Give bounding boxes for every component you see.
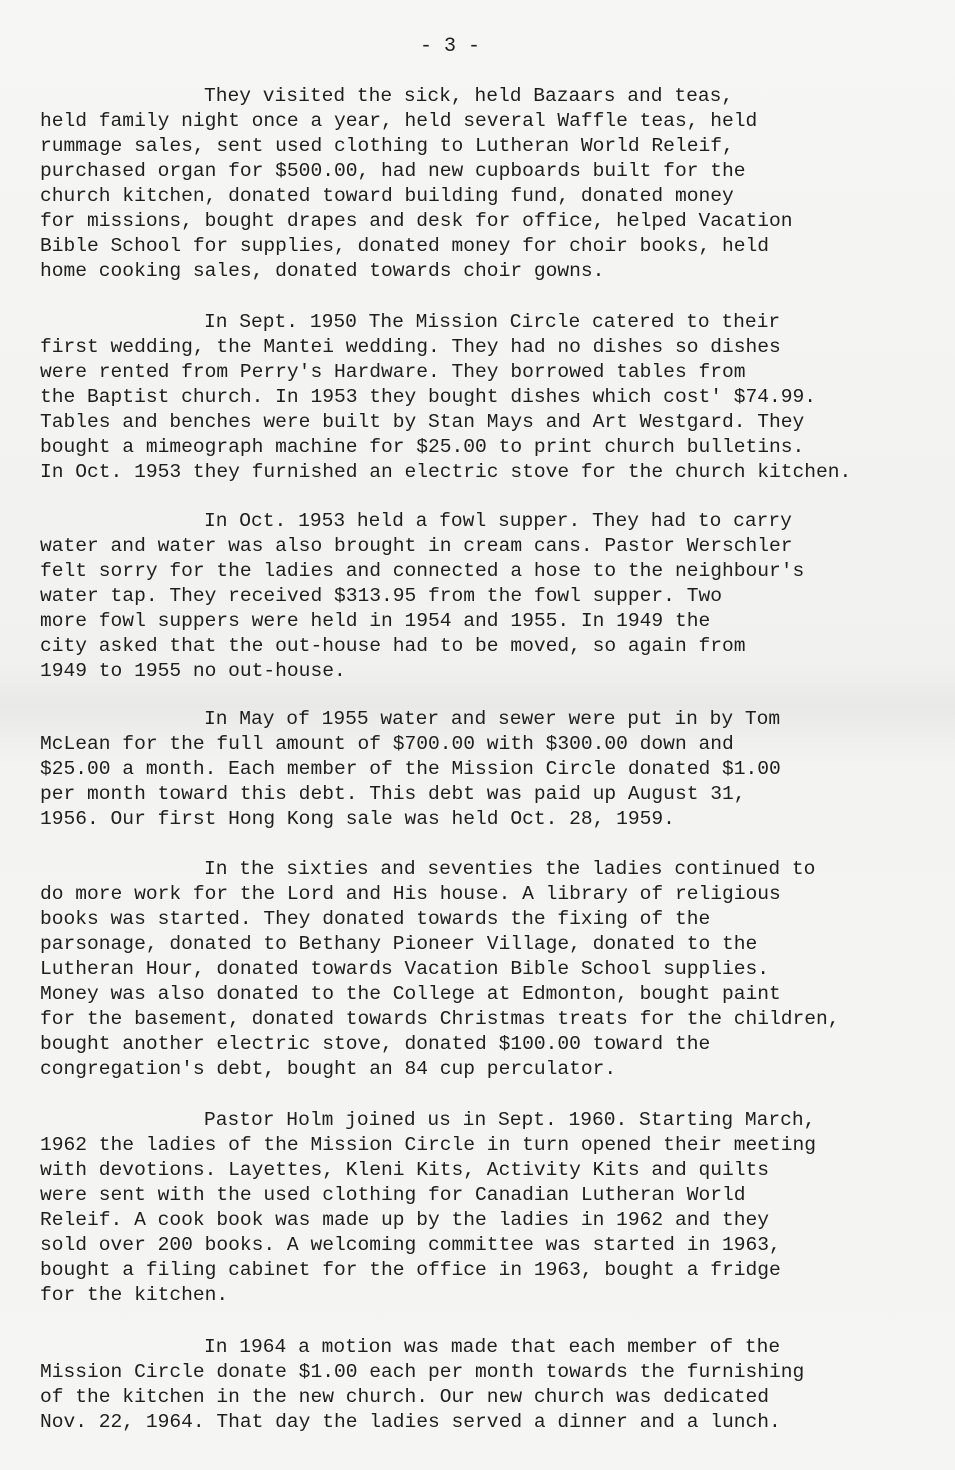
text-line: Pastor Holm joined us in Sept. 1960. Starting March,: [204, 1109, 816, 1131]
text-line: parsonage, donated to Bethany Pioneer Village, donated to the: [40, 933, 758, 955]
text-line: first wedding, the Mantei wedding. They had no dishes so dishes: [40, 336, 781, 358]
text-line: Money was also donated to the College at Edmonton, bought paint: [40, 983, 781, 1005]
paragraph-activities: [40, 84, 940, 284]
text-line: 1962 the ladies of the Mission Circle in turn opened their meeting: [40, 1134, 817, 1156]
text-line: for the kitchen.: [40, 1284, 229, 1306]
text-line: water tap. They received $313.95 from the fowl supper. Two: [40, 585, 722, 607]
text-line: In Sept. 1950 The Mission Circle catered to their: [204, 311, 781, 333]
text-line: with devotions. Layettes, Kleni Kits, Activity Kits and quilts: [40, 1159, 770, 1181]
text-line: of the kitchen in the new church. Our new church was dedicated: [40, 1386, 770, 1408]
text-line: In May of 1955 water and sewer were put in by Tom: [204, 708, 781, 730]
text-line: city asked that the out-house had to be moved, so again from: [40, 635, 746, 657]
text-line: bought another electric stove, donated $100.00 toward the: [40, 1033, 711, 1055]
text-line: books was started. They donated towards the fixing of the: [40, 908, 711, 930]
text-line: In 1964 a motion was made that each member of the: [204, 1336, 781, 1358]
text-line: sold over 200 books. A welcoming committee was started in 1963,: [40, 1234, 781, 1256]
text-line: water and water was also brought in cream cans. Pastor Werschler: [40, 535, 793, 557]
text-line: In Oct. 1953 they furnished an electric stove for the church kitchen.: [40, 461, 852, 483]
text-line: bought a filing cabinet for the office in 1963, bought a fridge: [40, 1259, 781, 1281]
paragraph-sixties-seventies: [40, 857, 940, 1082]
text-line: bought a mimeograph machine for $25.00 to print church bulletins.: [40, 436, 805, 458]
text-line: rummage sales, sent used clothing to Lutheran World Releif,: [40, 135, 734, 157]
text-line: In the sixties and seventies the ladies continued to: [204, 858, 816, 880]
page-number: - 3 -: [419, 35, 480, 58]
text-line: were rented from Perry's Hardware. They borrowed tables from: [40, 361, 746, 383]
text-line: Mission Circle donate $1.00 each per month towards the furnishing: [40, 1361, 805, 1383]
text-line: church kitchen, donated toward building fund, donated money: [40, 185, 734, 207]
text-line: held family night once a year, held several Waffle teas, held: [40, 110, 758, 132]
text-line: In Oct. 1953 held a fowl supper. They had to carry: [204, 510, 792, 532]
text-line: do more work for the Lord and His house. A library of religious: [40, 883, 781, 905]
text-line: felt sorry for the ladies and connected a hose to the neighbour's: [40, 560, 805, 582]
text-line: 1949 to 1955 no out-house.: [40, 660, 346, 682]
paragraph-pastor-holm: [40, 1108, 940, 1308]
text-line: Bible School for supplies, donated money for choir books, held: [40, 235, 770, 257]
text-line: Releif. A cook book was made up by the ladies in 1962 and they: [40, 1209, 770, 1231]
text-line: were sent with the used clothing for Canadian Lutheran World: [40, 1184, 746, 1206]
text-line: Lutheran Hour, donated towards Vacation Bible School supplies.: [40, 958, 770, 980]
text-line: per month toward this debt. This debt was paid up August 31,: [40, 783, 746, 805]
paragraph-first-wedding: [40, 310, 940, 485]
text-line: for missions, bought drapes and desk for office, helped Vacation: [40, 210, 793, 232]
paragraph-fowl-supper: [40, 509, 940, 684]
text-line: for the basement, donated towards Christmas treats for the children,: [40, 1008, 840, 1030]
text-line: Tables and benches were built by Stan Mays and Art Westgard. They: [40, 411, 805, 433]
text-line: congregation's debt, bought an 84 cup perculator.: [40, 1058, 617, 1080]
paragraph-new-church: [40, 1335, 940, 1435]
text-line: home cooking sales, donated towards choir gowns.: [40, 260, 605, 282]
text-line: Nov. 22, 1964. That day the ladies served a dinner and a lunch.: [40, 1411, 781, 1433]
text-line: purchased organ for $500.00, had new cupboards built for the: [40, 160, 746, 182]
text-line: $25.00 a month. Each member of the Mission Circle donated $1.00: [40, 758, 781, 780]
paragraph-water-sewer: [40, 707, 940, 832]
text-line: McLean for the full amount of $700.00 with $300.00 down and: [40, 733, 734, 755]
text-line: the Baptist church. In 1953 they bought dishes which cost' $74.99.: [40, 386, 817, 408]
text-line: 1956. Our first Hong Kong sale was held Oct. 28, 1959.: [40, 808, 675, 830]
text-line: more fowl suppers were held in 1954 and 1955. In 1949 the: [40, 610, 711, 632]
text-line: They visited the sick, held Bazaars and teas,: [204, 85, 734, 107]
